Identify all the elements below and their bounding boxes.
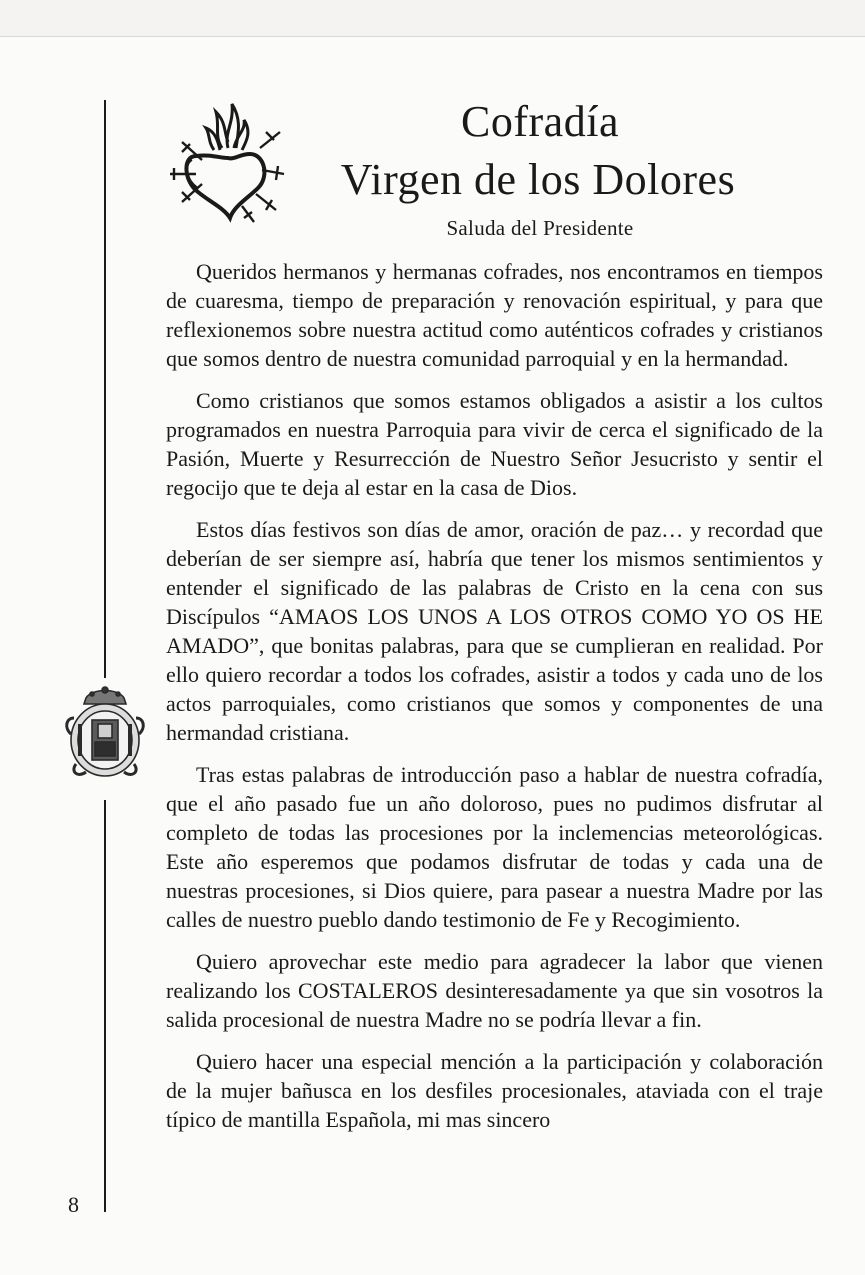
article-body <box>166 257 823 1134</box>
paragraph: Quiero hacer una especial mención a la participación y colaboración de la mujer bañusca en los desfiles procesionales, ataviada con el traje típico de mantilla Española, mi mas sincero <box>166 1049 823 1132</box>
page-title-line1: Cofradía <box>461 97 619 146</box>
paragraph: Tras estas palabras de introducción paso a hablar de nuestra cofradía, que el año pasado fue un año doloroso, pues no pudimos disfrutar al completo de todas las procesiones por la inclemencias meteorológicas. Este año esperemos que podamos disfrutar de todas y cada una de nuestras procesiones, si Dios quiere, para pasear a nuestra Madre por las calles de nuestro pueblo dando testimonio de Fe y Recogimiento. <box>166 762 823 932</box>
page-number: 8 <box>68 1192 79 1217</box>
page-title-line2: Virgen de los Dolores <box>340 155 736 204</box>
paragraph: Como cristianos que somos estamos obligados a asistir a los cultos programados en nuestra Parroquia para vivir de cerca el significado de la Pasión, Muerte y Resurrección de Nuestro Señor Jesucristo y sentir el regocijo que te deja al estar en la casa de Dios. <box>166 388 823 500</box>
margin-rule-bottom <box>104 800 106 1212</box>
coat-of-arms-icon <box>62 684 148 782</box>
paragraph: Estos días festivos son días de amor, oración de paz… y recordad que deberían de ser siempre así, habría que tener los mismos sentimientos y entender el significado de las palabras de Cristo en la cena con sus Discípulos “AMAOS LOS UNOS A LOS OTROS COMO YO OS HE AMADO”, que bonitas palabras, para que se cumplieran en realidad. Por ello quiero recordar a todos los cofrades, asistir a todos y cada uno de los actos parroquiales, como cristianos que somos y componentes de una hermandad cristiana. <box>166 517 823 745</box>
sacred-heart-icon <box>162 98 286 224</box>
margin-rule-top <box>104 100 106 678</box>
paragraph: Queridos hermanos y hermanas cofrades, nos encontramos en tiempos de cuaresma, tiempo de preparación y renovación espiritual, y para que reflexionemos sobre nuestra actitud como auténticos cofrades y cristianos que somos dentro de nuestra comunidad parroquial y en la hermandad. <box>166 259 823 371</box>
paragraph: Quiero aprovechar este medio para agradecer la labor que vienen realizando los COSTALEROS desinteresadamente ya que sin vosotros la salida procesional de nuestra Madre no se podría llevar a fin. <box>166 949 823 1032</box>
page-subtitle: Saluda del Presidente <box>446 216 634 240</box>
